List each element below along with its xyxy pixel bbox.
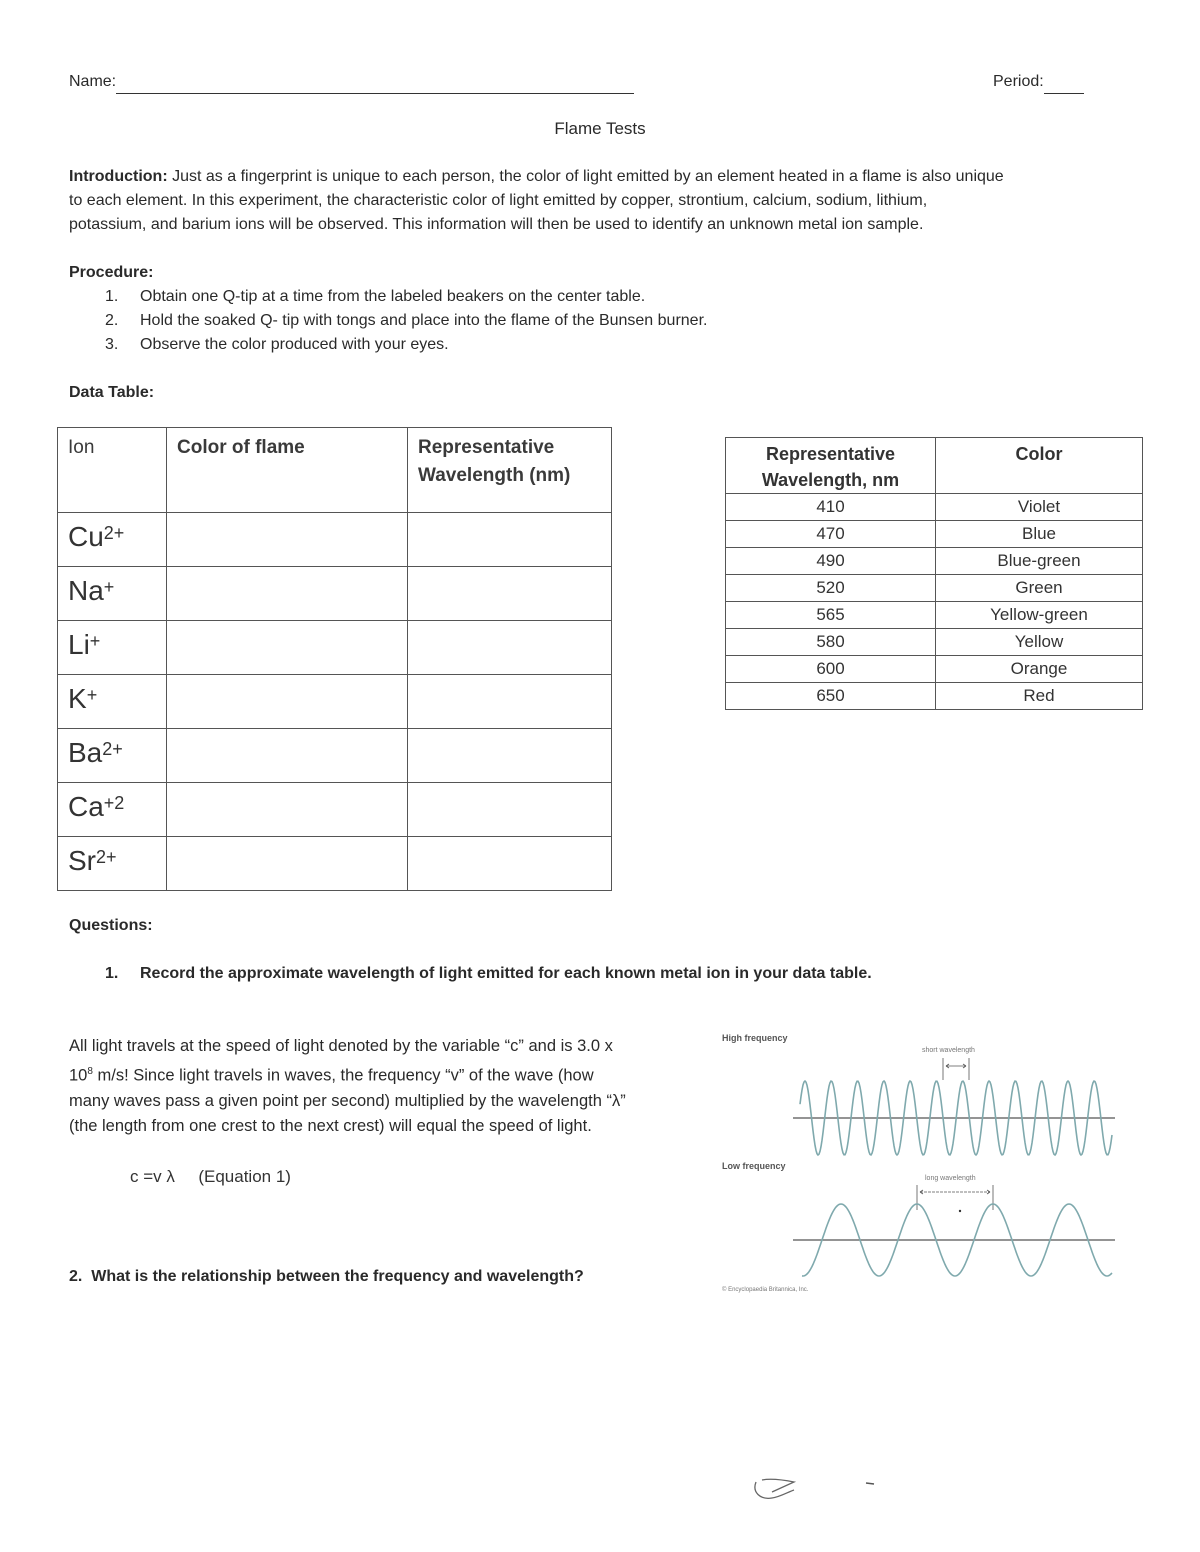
equation-1 [130,1165,291,1189]
table-row [58,621,612,675]
name-label: Name: [69,73,117,90]
table-row [58,567,612,621]
table-row [58,783,612,837]
reference-row: 410 Violet [726,494,1143,521]
copyright-credit: © Encyclopaedia Britannica, Inc. [722,1287,809,1293]
color-input-cell[interactable] [167,783,408,837]
header-color-of-flame: Color of flame [167,428,408,513]
color-input-cell[interactable] [167,837,408,891]
reference-row: 565 Yellow-green [726,602,1143,629]
procedure-step: 2. Hold the soaked Q- tip with tongs and place into the flame of the Bunsen burner. [105,312,708,329]
color-input-cell[interactable] [167,513,408,567]
wave-illustration [710,1025,1150,1305]
table-row [58,837,612,891]
reference-row: 650 Red [726,683,1143,710]
ion-cell: Na+ [58,567,167,621]
low-frequency-label: Low frequency [722,1161,786,1171]
reference-row: 600 Orange [726,656,1143,683]
introduction-line-1: Just as a fingerprint is unique to each person, the color of light emitted by an element heated in a flame is also unique [167,168,1004,185]
ion-cell: $Ca^{+2}$ [58,783,167,837]
period-field[interactable] [993,70,1084,94]
name-blank-line[interactable] [116,75,634,94]
color-input-cell[interactable] [167,621,408,675]
high-frequency-label: High frequency [722,1033,788,1043]
table-header-row [58,428,612,513]
color-input-cell[interactable] [167,675,408,729]
reference-header-row [726,438,1143,494]
introduction-label: Introduction: [69,168,168,185]
introduction [69,165,1004,237]
period-blank-line[interactable] [1044,75,1084,94]
procedure-steps [105,285,707,357]
wavelength-input-cell[interactable] [408,837,612,891]
speed-of-light-paragraph: All light travels at the speed of light denoted by the variable “c” and is 3.0 x $10^8$ m/s! Since light travels in waves, the frequency “v” of the wave (how many waves pass a given point per second) multiplied by the wavelength “λ” (the length from one crest to the next crest) will equal the speed of light. [69,1037,626,1135]
wavelength-input-cell[interactable] [408,567,612,621]
wavelength-input-cell[interactable] [408,783,612,837]
page-title: Flame Tests [554,119,646,138]
data-table-label: Data Table: [69,384,155,401]
introduction-line-2: to each element. In this experiment, the characteristic color of light emitted by copper, strontium, calcium, sodium, lithium, [69,192,928,209]
procedure-label: Procedure: [69,264,154,281]
introduction-line-3: potassium, and barium ions will be observed. This information will then be used to identify an unknown metal ion sample. [69,216,924,233]
reference-row: 580 Yellow [726,629,1143,656]
reference-row: 470 Blue [726,521,1143,548]
name-field[interactable] [69,70,634,94]
color-input-cell[interactable] [167,567,408,621]
data-table [57,427,612,891]
wavelength-input-cell[interactable] [408,513,612,567]
header-wavelength-nm: Representative Wavelength, nm [726,438,936,494]
handwritten-mark [750,1470,890,1510]
equation-formula: c =v λ [130,1167,175,1186]
reference-row: 520 Green [726,575,1143,602]
procedure-step: 3. Observe the color produced with your eyes. [105,336,449,353]
question-1: 1. Record the approximate wavelength of light emitted for each known metal ion in your data table. [105,965,872,982]
ion-cell: $Ba^{2+}$ [58,729,167,783]
header-ion: Ion [58,428,167,513]
questions-label: Questions: [69,917,153,934]
table-row [58,513,612,567]
wave-diagram [710,1025,1150,1305]
equation-label: (Equation 1) [198,1167,291,1186]
ion-cell: K+ [58,675,167,729]
ion-cell: $Sr^{2+}$ [58,837,167,891]
header-wavelength: Representative Wavelength (nm) [408,428,612,513]
color-input-cell[interactable] [167,729,408,783]
ion-cell: Li+ [58,621,167,675]
question-2: 2. What is the relationship between the frequency and wavelength? [69,1268,584,1285]
wavelength-input-cell[interactable] [408,621,612,675]
wavelength-reference-table [725,437,1143,710]
period-label: Period: [993,73,1044,90]
short-wavelength-label: short wavelength [922,1047,975,1054]
wavelength-input-cell[interactable] [408,729,612,783]
header-color: Color [936,438,1143,494]
wavelength-input-cell[interactable] [408,675,612,729]
reference-row: 490 Blue-green [726,548,1143,575]
table-row [58,729,612,783]
long-wavelength-label: long wavelength [925,1175,976,1182]
ion-cell: $Cu^{2+}$ [58,513,167,567]
procedure-step: 1. Obtain one Q-tip at a time from the labeled beakers on the center table. [105,288,646,305]
table-row [58,675,612,729]
